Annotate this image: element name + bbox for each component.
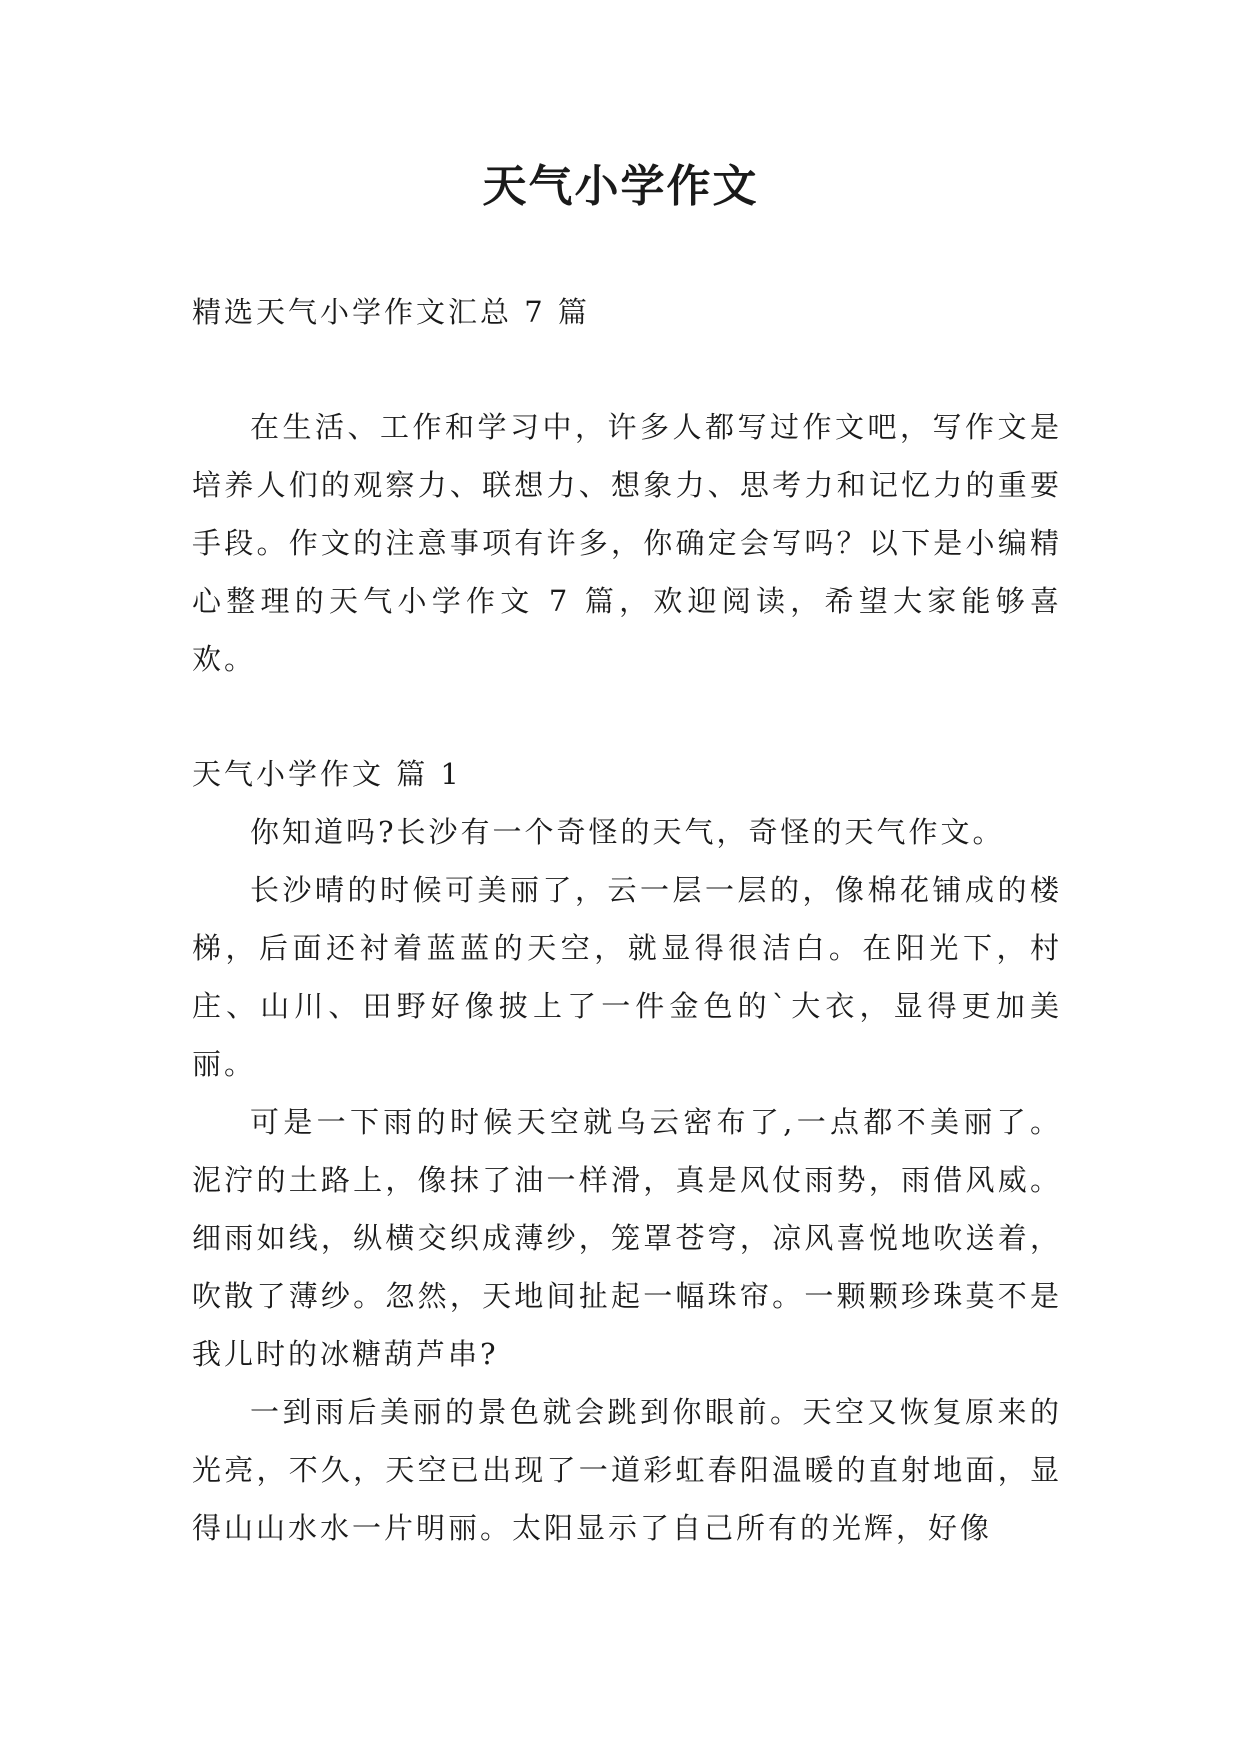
body-paragraph: 一到雨后美丽的景色就会跳到你眼前。天空又恢复原来的光亮，不久，天空已出现了一道彩虹春阳温暖的直射地面，显得山山水水一片明丽。太阳显示了自己所有的光辉，好像 — [192, 1395, 1062, 1545]
document-title: 天气小学作文 — [482, 161, 759, 212]
body-paragraph: 可是一下雨的时候天空就乌云密布了,一点都不美丽了。泥泞的土路上，像抹了油一样滑，真是风仗雨势，雨借风威。细雨如线，纵横交织成薄纱，笼罩苍穹，凉风喜悦地吹送着，吹散了薄纱。忽然，天地间扯起一幅珠帘。一颗颗珍珠莫不是我儿时的冰糖葫芦串? — [192, 1105, 1062, 1371]
intro-paragraph: 在生活、工作和学习中，许多人都写过作文吧，写作文是培养人们的观察力、联想力、想象力、思考力和记忆力的重要手段。作文的注意事项有许多，你确定会写吗？以下是小编精心整理的天气小学作文 7 篇，欢迎阅读，希望大家能够喜欢。 — [192, 410, 1062, 676]
document-body — [192, 283, 1062, 1557]
document-subtitle: 精选天气小学作文汇总 7 篇 — [192, 295, 590, 329]
section-heading: 天气小学作文 篇 1 — [192, 757, 462, 791]
body-paragraph: 长沙晴的时候可美丽了，云一层一层的，像棉花铺成的楼梯，后面还衬着蓝蓝的天空，就显得很洁白。在阳光下，村庄、山川、田野好像披上了一件金色的`大衣，显得更加美丽。 — [192, 873, 1062, 1081]
body-paragraph: 你知道吗?长沙有一个奇怪的天气，奇怪的天气作文。 — [250, 815, 1005, 849]
